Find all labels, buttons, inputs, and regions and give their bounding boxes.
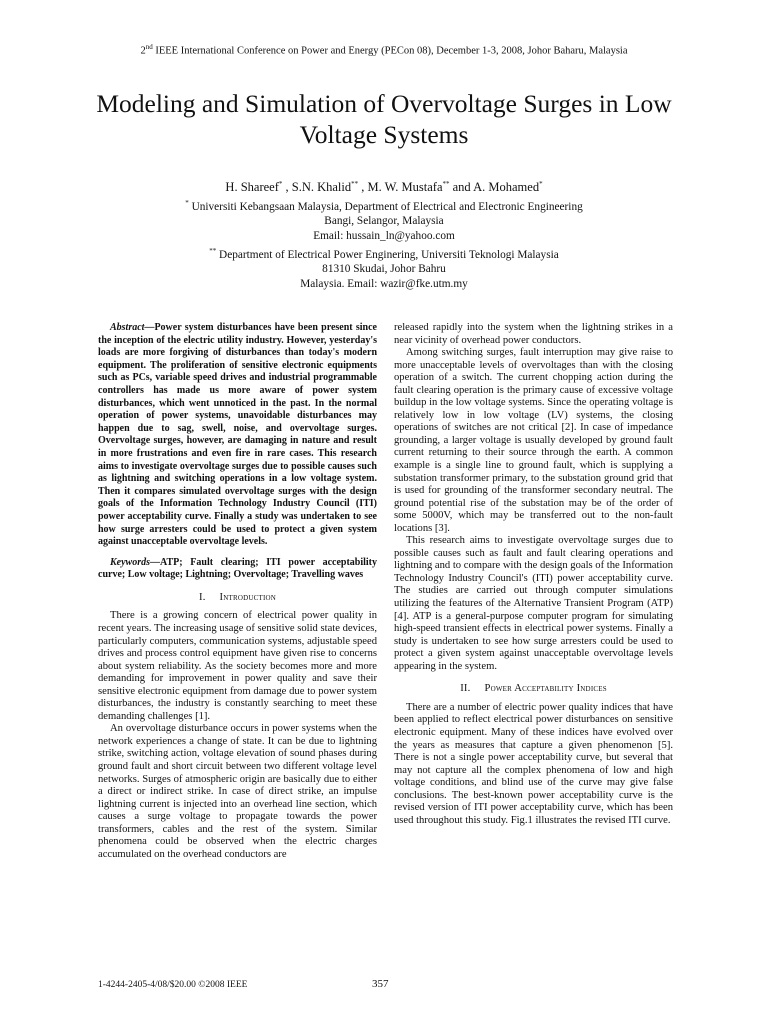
section-number: I. [198,591,206,603]
paragraph: This research aims to investigate overvoltage surges due to possible causes such as fault and fault clearing operations and lightning and to compare with the design goals of the Information Technology Industry Council's (ITI) power acceptability curve. The studies are carried out through computer simulations utilizing the features of the Alternative Transient Program (ATP) [4]. ATP is a general-purpose computer program for simulating high-speed transient effects in electrical power systems. Finally a study is undertaken to see how surge arresters could be used to protect a given system against unacceptable overvoltage levels appearing in the system. [394,535,673,672]
conference-number: 2 [140,45,146,57]
abstract-dash: — [144,322,155,333]
author-list [0,180,768,195]
copyright-footer: 1-4244-2405-4/08/$20.00 ©2008 IEEE [98,980,248,990]
affiliation-1 [0,196,768,214]
paragraph: There is a growing concern of electrical power quality in recent years. The increasing usage of sensitive solid state devices, particularly computers, communication systems, adjustable speed drives and process control equipment have given rise to concerns about system reliability. As the society becomes more and more demanding for improvement in power quality and save their sensitive electronic equipment from damage due to power system disturbances, the industry is constantly searching to meet these demanding challenges [1]. [98,610,377,722]
page-number: 357 [372,978,389,990]
affiliation-1-mark: * [185,199,189,207]
affiliation-1-email[interactable]: Email: hussain_ln@yahoo.com [313,229,455,242]
author-1-mark: * [278,180,283,188]
author-2: , S.N. Khalid [282,180,352,195]
author-4-mark: * [539,180,543,188]
section-title: Introduction [219,591,277,603]
section-number: II. [460,683,471,695]
keywords-label: Keywords [110,556,150,568]
keywords-text: ATP; Fault clearing; ITI power acceptability curve; Low voltage; Lightning; Overvoltage; Travelling waves [98,556,377,581]
section-heading-power-acceptability [394,683,673,696]
author-3: , M. W. Mustafa [358,180,443,195]
affiliation-2-mark: ** [209,246,217,255]
paragraph: There are a number of electric power quality indices that have been applied to reflect electrical power disturbances on sensitive electronic equipment. Many of these indices have evolved over the years as measures that capture a given phenomenon [5]. There is not a single power acceptability curve, but several that may not capture all the complex phenomena of low and high voltage conditions, and blind use of the curve may give false conclusions. The best-known power acceptability curve is the revised version of ITI power acceptability curve, which has been used throughout this study. Fig.1 illustrates the revised ITI curve. [394,701,673,826]
affiliations [0,196,768,291]
affiliation-2-line: Department of Electrical Power Enginering, Universiti Teknologi Malaysia [216,248,559,261]
affiliation-2-city: 81310 Skudai, Johor Bahru [322,262,446,275]
abstract-label: Abstract [110,322,145,333]
right-column [394,322,673,827]
conference-ordinal: nd [145,43,153,51]
left-column [98,322,377,861]
keywords-dash: — [150,556,160,568]
author-4: and A. Mohamed [449,180,540,195]
keywords [98,557,377,582]
affiliation-2 [0,244,768,262]
affiliation-1-line: Universiti Kebangsaan Malaysia, Department of Electrical and Electronic Engineering [188,200,583,213]
conference-text: IEEE International Conference on Power and Energy (PECon 08), December 1-3, 2008, Johor Baharu, Malaysia [152,45,628,57]
author-1: H. Shareef [225,180,279,195]
paper-title: Modeling and Simulation of Overvoltage Surges in Low Voltage Systems [96,89,672,149]
abstract [98,322,377,549]
conference-header [0,43,768,57]
abstract-text: Power system disturbances have been present since the inception of the electric utility industry. However, yesterday's loads are more forgiving of disturbances than today's modern equipment. The proliferation of sensitive electronic equipments such as PCs, variable speed drives and industrial programmable controllers has made us more aware of power system disturbances, which went unnoticed in the past. In the normal operation of power systems, unavoidable disturbances may happen due to sag, swell, noise, and overvoltage surges. Overvoltage surges, however, are damaging in nature and result in more frustrations and even fire in rare cases. This research aims to investigate overvoltage surges due to possible causes such as lightning and switching operations in a low voltage system. Then it compares simulated overvoltage surges with the design goals of the Information Technology Industry Council (ITI) power acceptability curve. Finally a study was undertaken to see how surge arresters could be used to protect a given system against unacceptable overvoltage levels. [98,322,377,548]
affiliation-1-city: Bangi, Selangor, Malaysia [324,215,444,228]
section-title: Power Acceptability Indices [484,683,607,695]
paragraph: released rapidly into the system when the lightning strikes in a near vicinity of overhead power conductors. [394,322,673,346]
section-heading-introduction [98,592,377,605]
author-3-mark: ** [442,180,450,188]
paragraph: An overvoltage disturbance occurs in power systems when the network experiences a change of state. It can be due to lightning strike, switching action, voltage elevation of sound phases during ground fault and short circuit between two different voltage level networks. Surges of atmospheric origin are basically due to either a direct or indirect strike. In case of direct strike, an impulse lightning current is injected into an overhead line section, which causes a surge voltage to propagate towards the power transformers, cables and the rest of the system. Similar phenomena could be observed when the electric charges accumulated on the overhead conductors are [98,723,377,860]
author-2-mark: ** [351,180,359,188]
paragraph: Among switching surges, fault interruption may give raise to more unacceptable levels of overvoltages than with the closing operation of a switch. The current chopping action during the fault clearing operation is the primary cause of excessive voltage buildup in the low voltage systems. Since the operating voltage is relatively low in low voltage (LV) systems, the closing operations of switches are not critical [2]. In case of impedance grounding, a larger voltage is usually developed by ground fault current returning to their source through the earth. A common example is a single line to ground fault, which is supplying a substation transformer primary, to the substation ground grid that is used for grounding of the transformer secondary neutral. The ground potential rise of the substation may be of the order of some 5000V, which may be transferred out to the non-fault locations [3]. [394,347,673,534]
affiliation-2-email[interactable]: Malaysia. Email: wazir@fke.utm.my [300,277,468,290]
